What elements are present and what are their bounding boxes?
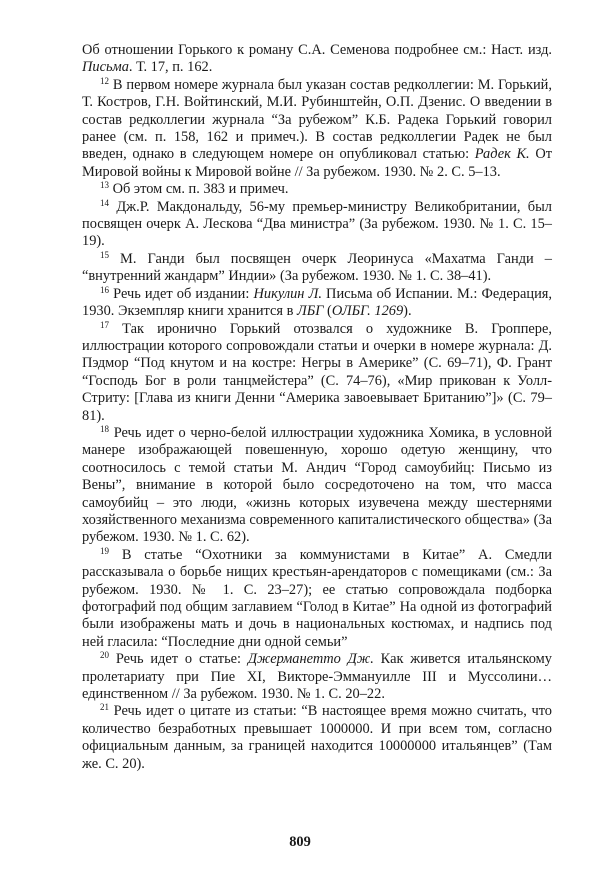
footnote-number: 20 xyxy=(100,650,109,661)
footnote-19: $^{19}$ В статье “Охотники за коммунистами в Китае” А. Смедли рассказывала о борьбе нищих крестьян-арендаторов с помещиками (см.: За рубежом. 1930. № 1. С. 23–27); ее статью сопровождала подборка фотографий под общим заглавием “Голод в Китае” На одной из фотографий были изображены мать и дочь в национальных костюмах, и надпись под ней гласила: “Последние дни одной семьи” xyxy=(82,545,552,650)
paragraph-intro: Об отношении Горького к роману С.А. Семенова подробнее см.: Наст. изд. Письма. Т. 17, п. 162. xyxy=(82,42,552,76)
page-number: 809 xyxy=(289,834,311,850)
footnote-number: 19 xyxy=(100,545,109,556)
footnotes-block xyxy=(82,42,552,773)
footnote-number: 13 xyxy=(100,180,109,191)
footnote-number: 12 xyxy=(100,75,109,86)
footnote-number: 15 xyxy=(100,249,109,260)
footnote-number: 21 xyxy=(100,702,109,713)
footnote-14: $^{14}$ Дж.Р. Макдональду, 56-му премьер-министру Великобритании, был посвящен очерк А. Лескова “Два министра” (За рубежом. 1930. № 1. С. 15–19). xyxy=(82,197,552,250)
footnote-21: $^{21}$ Речь идет о цитате из статьи: “В настоящее время можно считать, что количество безработных превышает 1000000. И при всем том, согласно официальным данным, за границей находится 10000000 итальянцев” (Там же. С. 20). xyxy=(82,702,552,772)
footnote-number: 16 xyxy=(100,284,109,295)
footnote-17: $^{17}$ Так иронично Горький отозвался о художнике В. Гроппере, иллюстрации которого сопровождали статьи и очерки в номере журнала: Д. Пэдмор “Под кнутом и на костре: Негры в Америке” (С. 69–71), Ф. Грант “Господь Бог в роли танцмейстера” (С. 74–76), «Мир прикован к Уолл-Стриту: [Глава из книги Денни “Америка завоевывает Британию”]» (С. 79–81). xyxy=(82,319,552,424)
footnote-18: $^{18}$ Речь идет о черно-белой иллюстрации художника Хомика, в условной манере изображающей повешенную, хорошо одетую женщину, что соотносилось с темой статьи М. Андич “Город самоубийц: Письмо из Вены”, внимание в которой было сосредоточено на том, что масса самоубийц – это люди, «жизнь которых изувечена между шестернями хозяйственного механизма современного капиталистического общества» (За рубежом. 1930. № 1. С. 62). xyxy=(82,423,552,546)
footnote-20: $^{20}$ Речь идет о статье: Джерманетто Дж. Как живется итальянскому пролетариату при Пие XI, Викторе-Эммануилле III и Муссолини… единственном // За рубежом. 1930. № 1. С. 20–22. xyxy=(82,650,552,703)
footnote-number: 17 xyxy=(100,319,109,330)
footnote-number: 18 xyxy=(100,423,109,434)
footnote-12: $^{12}$ В первом номере журнала был указан состав редколлегии: М. Горький, Т. Костров, Г.Н. Войтинский, М.И. Рубинштейн, О.П. Дзенис. О введении в состав редколлегии журнала “За рубежом” К.Б. Радека Горький говорил ранее (см. п. 158, 162 и примеч.). В состав редколлегии Радек не был введен, однако в следующем номере он опубликовал статью: Радек К. От Мировой войны к Мировой войне // За рубежом. 1930. № 2. С. 5–13. xyxy=(82,75,553,180)
footnote-number: 14 xyxy=(100,197,109,208)
footnote-13: $^{13}$ Об этом см. п. 383 и примеч. xyxy=(100,180,289,198)
footnote-15: $^{15}$ М. Ганди был посвящен очерк Леоринуса «Махатма Ганди – “внутренний жандарм” Индии» (За рубежом. 1930. № 1. С. 38–41). xyxy=(82,249,552,285)
footnote-16: $^{16}$ Речь идет об издании: Никулин Л. Письма об Испании. М.: Федерация, 1930. Экземпляр книги хранится в ЛБГ (ОЛБГ. 1269). xyxy=(82,284,553,320)
